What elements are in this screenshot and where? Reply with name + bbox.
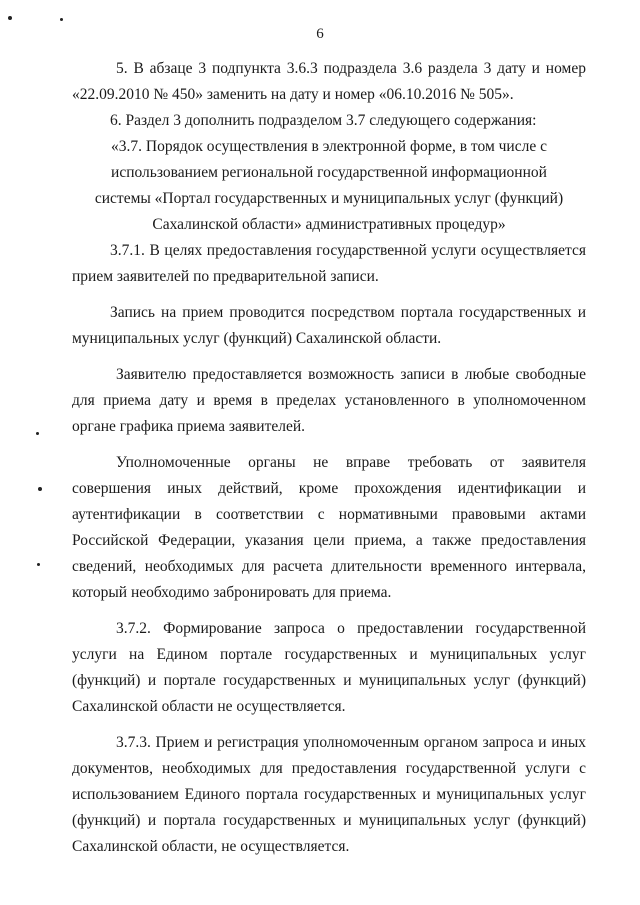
- scan-speck: [60, 18, 63, 21]
- section-heading: «3.7. Порядок осуществления в электронной форме, в том числе с использованием региональной государственной информационной системы «Портал государственных и муниципальных услуг (функций) Сахалинской области» административных процедур»: [94, 138, 564, 233]
- paragraph-registration: Запись на прием проводится посредством портала государственных и муниципальных услуг (функций) Сахалинской области.: [72, 304, 586, 347]
- scan-speck: [36, 432, 39, 435]
- paragraph-applicant-option: Заявителю предоставляется возможность записи в любые свободные для приема дату и время в пределах установленного в уполномоченном органе графика приема заявителей.: [72, 366, 586, 435]
- scan-speck: [38, 487, 42, 491]
- paragraph-item-6: 6. Раздел 3 дополнить подразделом 3.7 следующего содержания:: [110, 112, 537, 129]
- paragraph-authorities: Уполномоченные органы не вправе требовать от заявителя совершения иных действий, кроме прохождения идентификации и аутентификации в соответствии с нормативными правовыми актами Российской Федерации, указания цели приема, а также предоставления сведений, необходимых для расчета длительности временного интервала, который необходимо забронировать для приема.: [72, 454, 586, 601]
- paragraph-item-5: 5. В абзаце 3 подпункта 3.6.3 подраздела 3.6 раздела 3 дату и номер «22.09.2010 № 450» заменить на дату и номер «06.10.2016 № 505».: [72, 60, 586, 103]
- document-body: [72, 56, 586, 860]
- paragraph-3-7-1: 3.7.1. В целях предоставления государственной услуги осуществляется прием заявителей по предварительной записи.: [72, 242, 586, 285]
- paragraph-3-7-3: 3.7.3. Прием и регистрация уполномоченным органом запроса и иных документов, необходимых для предоставления государственной услуги с использованием Единого портала государственных и муниципальных услуг (функций) и портала государственных и муниципальных услуг (функций) Сахалинской области, не осуществляется.: [72, 734, 586, 855]
- scan-speck: [8, 16, 12, 20]
- page-number: 6: [316, 26, 324, 42]
- paragraph-3-7-2: 3.7.2. Формирование запроса о предоставлении государственной услуги на Едином портале государственных и муниципальных услуг (функций) и портале государственных и муниципальных услуг (функций) Сахалинской области не осуществляется.: [72, 620, 586, 715]
- scan-speck: [37, 563, 40, 566]
